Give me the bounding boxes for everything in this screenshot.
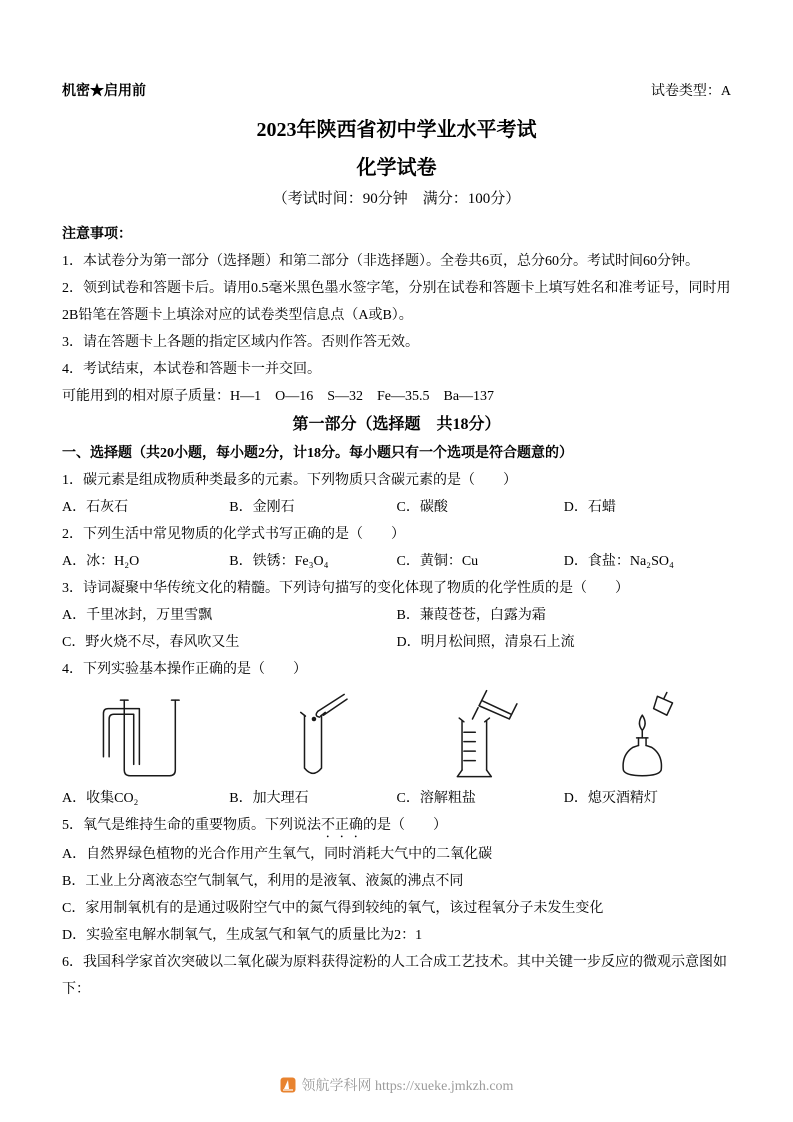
q1-option-c: C．碳酸	[396, 500, 448, 515]
question-2-options	[62, 548, 731, 575]
question-6-stem: 6．我国科学家首次突破以二氧化碳为原料获得淀粉的人工合成工艺技术。其中关键一步反应的微观示意图如下：	[62, 955, 727, 997]
part1-title: 第一部分（选择题 共18分）	[292, 416, 501, 433]
question-2-stem: 2．下列生活中常见物质的化学式书写正确的是（ ）	[62, 527, 405, 542]
q5-option-b: B．工业上分离液态空气制氧气，利用的是液氧、液氮的沸点不同	[62, 874, 464, 889]
q2-option-c: C．黄铜：Cu	[396, 554, 479, 569]
q2-option-a: A．冰：H₂O	[62, 554, 140, 569]
alcohol-lamp-with-cap-illustration	[564, 683, 731, 785]
confidential-label: 机密★启用前	[62, 84, 146, 99]
notices-title: 注意事项：	[62, 227, 132, 242]
q4-caption-c: C．溶解粗盐	[396, 791, 476, 806]
question-4-captions	[62, 785, 731, 812]
q2-option-d: D．食盐：Na₂SO₄	[563, 554, 674, 569]
q5-stem-pre: 5．氧气是维持生命的重要物质。下列说法	[62, 818, 321, 833]
q1-option-b: B．金刚石	[229, 500, 295, 515]
paper-type-label: 试卷类型：A	[650, 84, 731, 99]
question-4-stem: 4．下列实验基本操作正确的是（ ）	[62, 662, 307, 677]
section1-heading: 一、选择题（共20小题，每小题2分，计18分。每小题只有一个选项是符合题意的）	[62, 446, 573, 461]
q4-caption-d: D．熄灭酒精灯	[563, 791, 658, 806]
question-4-illustrations	[62, 683, 731, 785]
q2-option-b: B．铁锈：Fe₃O₄	[229, 554, 329, 569]
q4-caption-a: A．收集CO₂	[62, 791, 139, 806]
question-1-options	[62, 494, 731, 521]
graduated-cylinder-pouring-icon	[428, 687, 532, 785]
notice-item-4: 4．考试结束，本试卷和答题卡一并交回。	[62, 362, 321, 377]
notice-item-2: 2．领到试卷和答题卡后。请用0.5毫米黑色墨水签字笔，分别在试卷和答题卡上填写姓名和准考证号，同时用2B铅笔在答题卡上填涂对应的试卷类型信息点（A或B）。	[62, 281, 731, 323]
q4-caption-b: B．加大理石	[229, 791, 309, 806]
q1-option-a: A．石灰石	[62, 500, 129, 515]
gas-collection-bottle-illustration	[62, 683, 229, 785]
graduated-cylinder-pouring-illustration	[397, 683, 564, 785]
test-tube-adding-solid-illustration	[229, 683, 396, 785]
gas-collection-bottle-icon	[94, 687, 198, 785]
q3-option-b: B．蒹葭苍苍，白露为霜	[396, 608, 546, 623]
q3-option-d: D．明月松间照，清泉石上流	[396, 635, 575, 650]
q5-option-a: A．自然界绿色植物的光合作用产生氧气，同时消耗大气中的二氧化碳	[62, 847, 493, 862]
question-3-stem: 3．诗词凝聚中华传统文化的精髓。下列诗句描写的变化体现了物质的化学性质的是（ ）	[62, 581, 629, 596]
site-logo-icon	[280, 1077, 296, 1093]
exam-time-score-info: （考试时间：90分钟 满分：100分）	[272, 191, 521, 207]
paper-subtitle: 化学试卷	[356, 157, 437, 179]
atomic-masses-line: 可能用到的相对原子质量：H—1 O—16 S—32 Fe—35.5 Ba—137	[62, 389, 495, 404]
test-tube-adding-solid-icon	[261, 687, 365, 785]
q3-option-a: A．千里冰封，万里雪飘	[62, 608, 213, 623]
alcohol-lamp-with-cap-icon	[595, 687, 699, 785]
exam-title: 2023年陕西省初中学业水平考试	[256, 119, 537, 141]
question-3-options	[62, 602, 731, 656]
question-5-stem	[62, 812, 731, 841]
q5-option-c: C．家用制氧机有的是通过吸附空气中的氮气得到较纯的氧气，该过程氧分子未发生变化	[62, 901, 604, 916]
q5-stem-post: 的是（ ）	[363, 818, 447, 833]
watermark-text: 领航学科网 https://xueke.jmkzh.com	[301, 1079, 514, 1094]
notice-item-1: 1．本试卷分为第一部分（选择题）和第二部分（非选择题）。全卷共6页，总分60分。考试时间60分钟。	[62, 254, 699, 269]
q5-option-d: D．实验室电解水制氧气，生成氢气和氧气的质量比为2：1	[62, 928, 423, 943]
q5-stem-emphasized: 不正确	[321, 818, 363, 833]
page-header	[62, 78, 731, 105]
watermark-footer	[0, 1077, 793, 1096]
question-1-stem: 1．碳元素是组成物质种类最多的元素。下列物质只含碳元素的是（ ）	[62, 473, 517, 488]
q1-option-d: D．石蜡	[563, 500, 616, 515]
q3-option-c: C．野火烧不尽，春风吹又生	[62, 635, 240, 650]
notice-item-3: 3．请在答题卡上各题的指定区域内作答。否则作答无效。	[62, 335, 419, 350]
